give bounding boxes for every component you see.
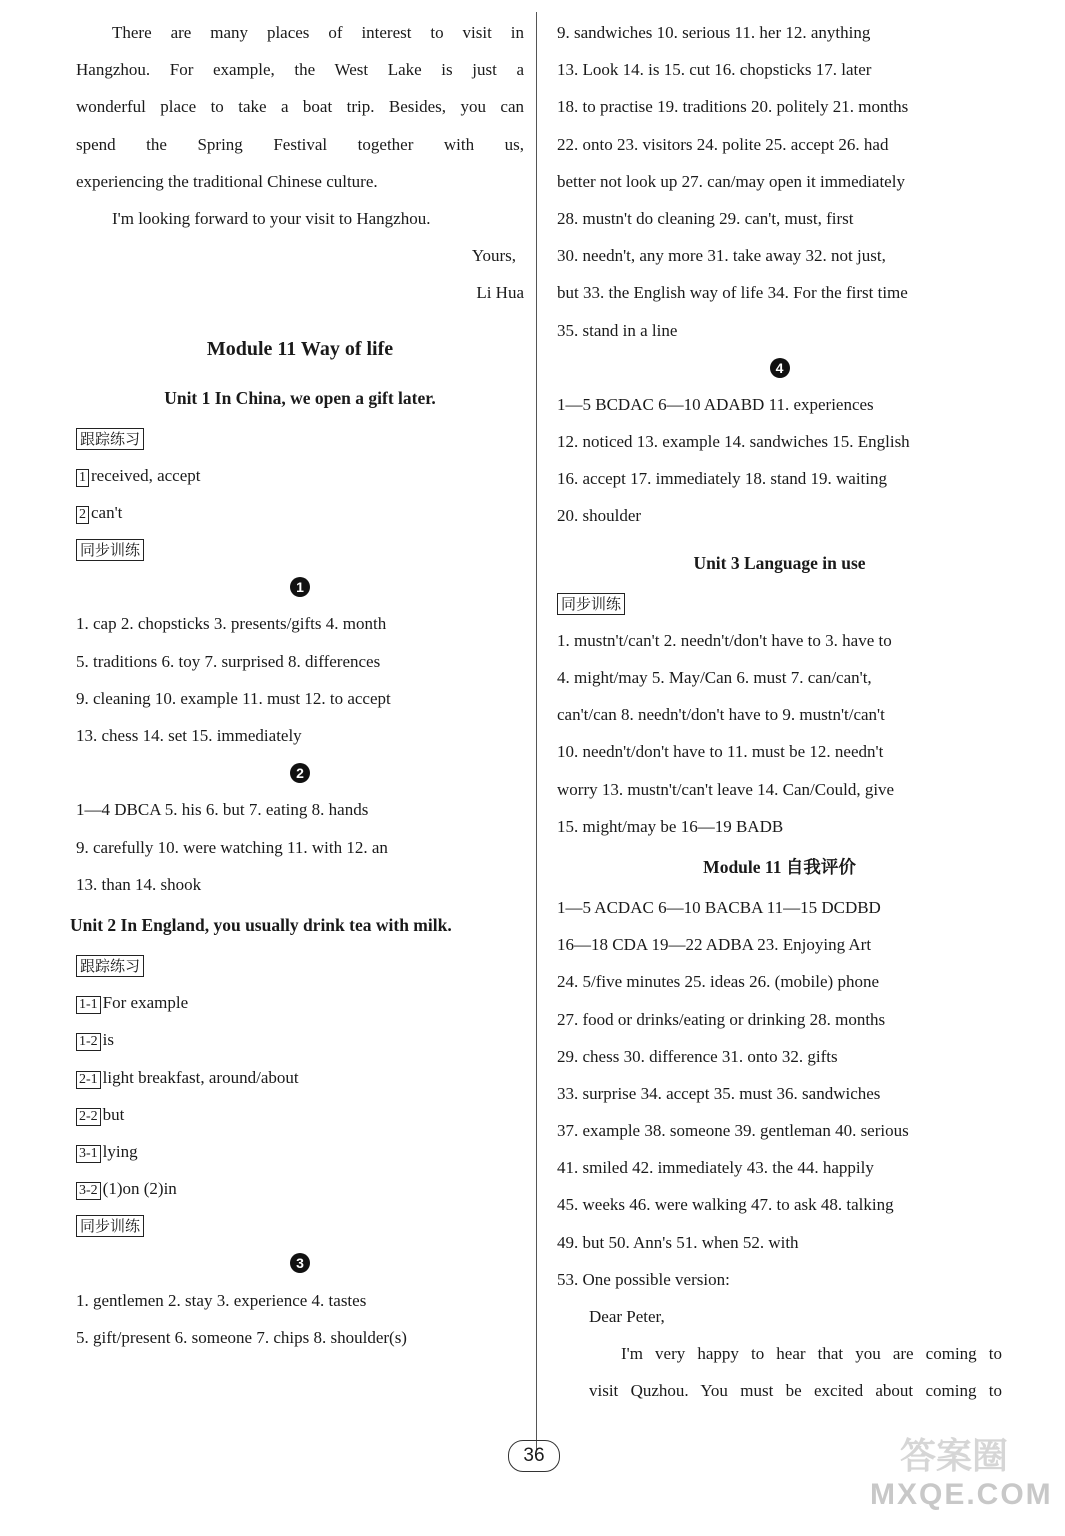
- right-column: [557, 14, 1002, 1410]
- module-title: Module 11 Way of life: [206, 337, 394, 360]
- question-number-box: 2: [76, 506, 89, 524]
- answer-line: 1—4 DBCA 5. his 6. but 7. eating 8. hands: [76, 800, 369, 820]
- answer-line: 49. but 50. Ann's 51. when 52. with: [557, 1232, 799, 1252]
- answer-line: 35. stand in a line: [557, 320, 678, 340]
- sync-training-tag: 同步训练: [557, 593, 625, 615]
- section-number-badge: 1: [290, 577, 310, 597]
- answer-line: 18. to practise 19. traditions 20. politely 21. months: [557, 97, 909, 117]
- answer-line: 16. accept 17. immediately 18. stand 19. waiting: [557, 469, 888, 489]
- answer-line: 9. carefully 10. were watching 11. with 12. an: [76, 837, 388, 857]
- question-number-box: 1-1: [76, 996, 101, 1014]
- answer-line: 29. chess 30. difference 31. onto 32. gifts: [557, 1046, 838, 1066]
- unit2-heading: Unit 2 In England, you usually drink tea with milk.: [70, 914, 452, 935]
- answer-line: 1 received, accept: [76, 457, 524, 494]
- answer-line: 1-2 is: [76, 1021, 524, 1058]
- answer-line: 9. cleaning 10. example 11. must 12. to accept: [76, 688, 391, 708]
- question-number-box: 3-2: [76, 1182, 101, 1200]
- answer-line: 15. might/may be 16—19 BADB: [557, 816, 784, 836]
- question-number-box: 1-2: [76, 1033, 101, 1051]
- answer-line: 22. onto 23. visitors 24. polite 25. accept 26. had: [557, 134, 889, 154]
- answer-line: 1. cap 2. chopsticks 3. presents/gifts 4. month: [76, 614, 387, 634]
- answer-line: 12. noticed 13. example 14. sandwiches 15. English: [557, 432, 910, 452]
- letter-line: There are many places of interest to visit in: [112, 23, 524, 42]
- section-number-badge: 4: [770, 358, 790, 378]
- watermark-logo: 答案圈: [900, 1436, 1009, 1477]
- tracking-practice-tag: 跟踪练习: [76, 428, 144, 450]
- answer-line: 27. food or drinks/eating or drinking 28. months: [557, 1009, 886, 1029]
- letter-signature: Li Hua: [476, 283, 524, 303]
- answer-line: 53. One possible version:: [557, 1269, 730, 1289]
- letter-line: spend the Spring Festival together with us,: [76, 134, 524, 154]
- question-number-box: 1: [76, 469, 89, 487]
- question-number-box: 2-2: [76, 1108, 101, 1126]
- answer-line: 30. needn't, any more 31. take away 32. not just,: [557, 246, 886, 266]
- answer-line: 13. than 14. shook: [76, 874, 202, 894]
- letter-closing: Yours,: [471, 246, 516, 266]
- answer-line: better not look up 27. can/may open it immediately: [557, 171, 905, 191]
- answer-line: 45. weeks 46. were walking 47. to ask 48. talking: [557, 1195, 894, 1215]
- answer-line: 2 can't: [76, 494, 524, 531]
- answer-line: 1-1 For example: [76, 984, 524, 1021]
- answer-line: 9. sandwiches 10. serious 11. her 12. anything: [557, 23, 871, 42]
- answer-line: 4. might/may 5. May/Can 6. must 7. can/can't,: [557, 668, 872, 687]
- letter-line: experiencing the traditional Chinese culture.: [76, 171, 378, 191]
- question-number-box: 3-1: [76, 1145, 101, 1163]
- section-number-badge: 2: [290, 763, 310, 783]
- answer-line: 3-1 lying: [76, 1133, 524, 1170]
- tracking-practice-tag: 跟踪练习: [76, 955, 144, 977]
- answer-line: 1. mustn't/can't 2. needn't/don't have to 3. have to: [557, 630, 892, 650]
- section-number-badge: 3: [290, 1253, 310, 1273]
- answer-line: but 33. the English way of life 34. For the first time: [557, 283, 908, 303]
- sync-training-tag: 同步训练: [76, 539, 144, 561]
- column-divider: [536, 12, 537, 1450]
- answer-line: 33. surprise 34. accept 35. must 36. sandwiches: [557, 1083, 881, 1103]
- answer-line: can't/can 8. needn't/don't have to 9. mustn't/can't: [557, 705, 885, 725]
- unit1-heading: Unit 1 In China, we open a gift later.: [164, 387, 436, 408]
- answer-line: 13. chess 14. set 15. immediately: [76, 726, 302, 745]
- answer-line: 10. needn't/don't have to 11. must be 12. needn't: [557, 742, 884, 762]
- self-evaluation-heading: Module 11 自我评价: [703, 856, 856, 877]
- answer-line: 3-2 (1)on (2)in: [76, 1170, 524, 1207]
- question-number-box: 2-1: [76, 1071, 101, 1089]
- letter-line: wonderful place to take a boat trip. Besides, you can: [76, 97, 524, 117]
- letter-salutation: Dear Peter,: [589, 1307, 665, 1326]
- answer-line: 28. mustn't do cleaning 29. can't, must, first: [557, 208, 854, 228]
- answer-line: 37. example 38. someone 39. gentleman 40. serious: [557, 1121, 909, 1141]
- answer-line: 24. 5/five minutes 25. ideas 26. (mobile) phone: [557, 972, 879, 992]
- page-number: 36: [508, 1440, 560, 1472]
- answer-line: 2-1 light breakfast, around/about: [76, 1059, 524, 1096]
- answer-line: worry 13. mustn't/can't leave 14. Can/Could, give: [557, 779, 895, 799]
- answer-line: 1. gentlemen 2. stay 3. experience 4. tastes: [76, 1290, 367, 1310]
- answer-line: 2-2 but: [76, 1096, 524, 1133]
- sync-training-tag: 同步训练: [76, 1215, 144, 1237]
- answer-line: 5. gift/present 6. someone 7. chips 8. shoulder(s): [76, 1327, 407, 1347]
- answer-line: 20. shoulder: [557, 506, 642, 526]
- answer-line: 1—5 ACDAC 6—10 BACBA 11—15 DCDBD: [557, 897, 881, 917]
- left-column: [70, 14, 524, 1356]
- letter-line: I'm very happy to hear that you are coming to: [621, 1344, 1002, 1364]
- answer-line: 1—5 BCDAC 6—10 ADABD 11. experiences: [557, 394, 874, 414]
- answer-line: 41. smiled 42. immediately 43. the 44. happily: [557, 1158, 874, 1178]
- answer-line: 5. traditions 6. toy 7. surprised 8. differences: [76, 651, 381, 671]
- letter-line: visit Quzhou. You must be excited about coming to: [589, 1381, 1002, 1401]
- unit3-heading: Unit 3 Language in use: [693, 552, 866, 573]
- answer-line: 13. Look 14. is 15. cut 16. chopsticks 17. later: [557, 60, 872, 80]
- letter-line: I'm looking forward to your visit to Hangzhou.: [112, 208, 431, 228]
- letter-line: Hangzhou. For example, the West Lake is just a: [76, 60, 524, 80]
- answer-line: 16—18 CDA 19—22 ADBA 23. Enjoying Art: [557, 935, 872, 955]
- watermark-text: MXQE.COM: [870, 1478, 1053, 1511]
